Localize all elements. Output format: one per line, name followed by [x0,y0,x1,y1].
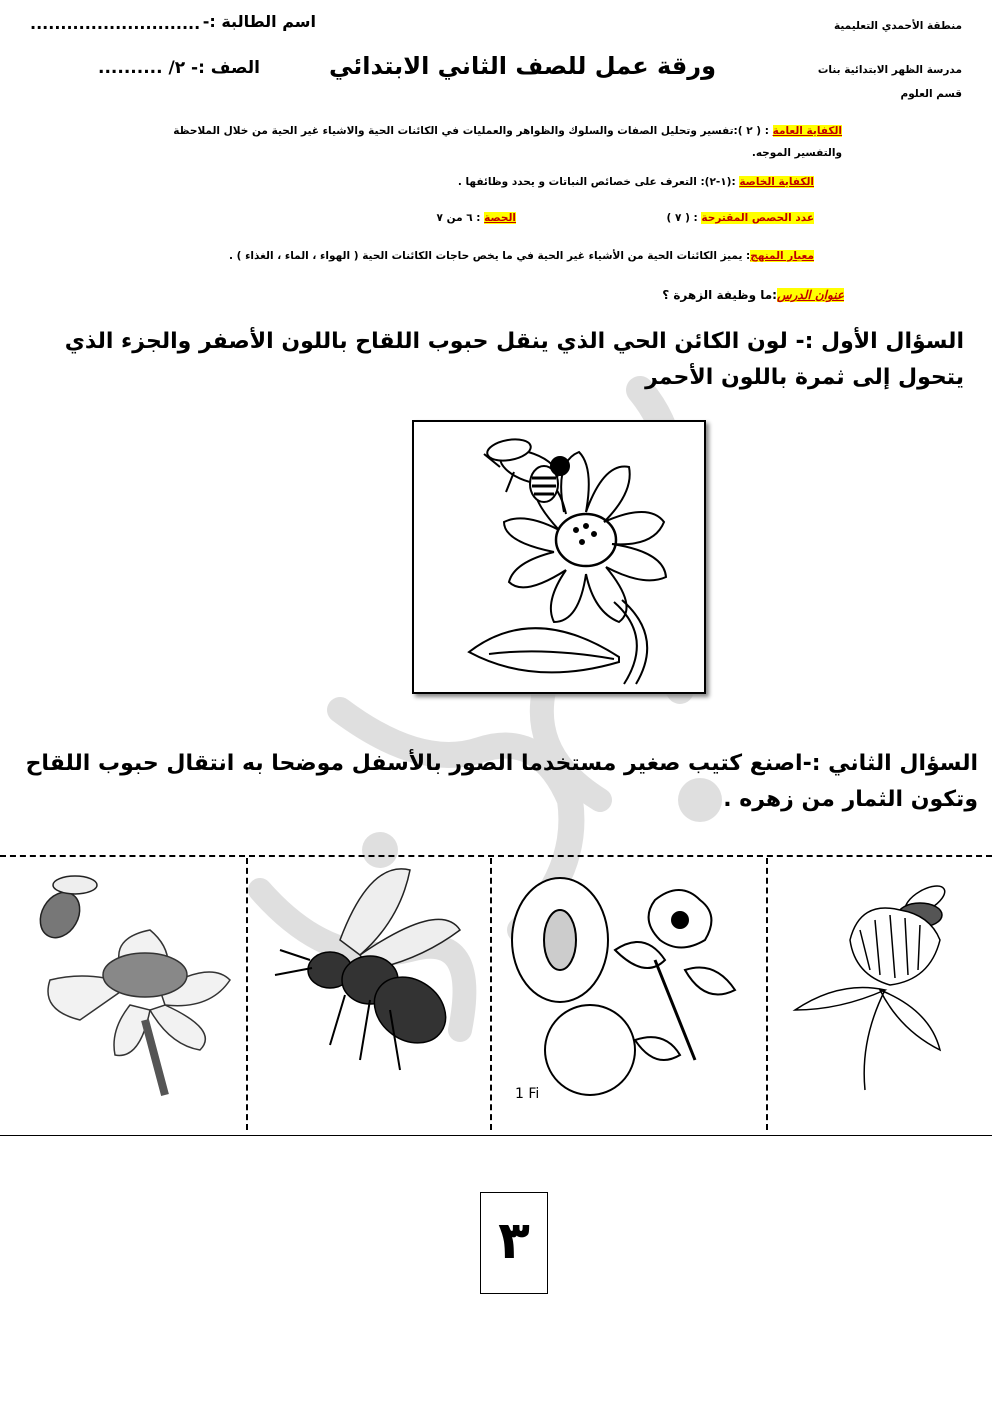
class-field[interactable] [98,58,298,78]
divider-1 [246,858,248,1130]
periods-value: : ( ٧ ) [666,212,702,224]
worksheet-title: ورقة عمل للصف الثاني الابتدائي [329,52,716,80]
lesson-title [662,288,844,302]
question-2: السؤال الثاني :-اصنع كتيب صغير مستخدما الصور بالأسفل موضحا به انتقال حبوب اللقاح وتكون الثمار من زهره . [25,751,978,812]
lesson-title-text: :ما وظيفة الزهرة ؟ [662,288,777,302]
school-name: مدرسة الظهر الابتدائية بنات [817,64,962,76]
page-number: ٣ [498,1211,530,1271]
bee-on-clover-image[interactable] [780,860,985,1100]
daisy-drawing [20,860,240,1100]
page-number-box [480,1192,548,1294]
bee-image[interactable] [260,860,480,1100]
student-name-field[interactable]: ............................ [30,14,201,33]
fruit-and-flower-image[interactable] [505,860,760,1100]
clover-drawing [780,860,985,1100]
bee-on-daisy-image[interactable] [20,860,240,1100]
fruit-drawing [505,860,760,1100]
general-competency [162,120,842,164]
lesson-label: الحصة [484,212,516,224]
specific-competency-label: الكفاية الخاصة [739,176,814,188]
specific-competency-text: :(١-٢): التعرف على خصائص النباتات و يحدد وظائفها . [457,176,740,188]
general-competency-text: : ( ٢ ):تفسير وتحليل الصفات والسلوك والظواهر والعمليات في الكائنات الحية والاشياء غير الحية من خلال الملاحظة والتفسير الموجه. [173,125,842,159]
student-name-label: اسم الطالبة :- [202,12,316,31]
bottom-line [0,1135,992,1136]
flower-drawing [414,422,704,692]
divider-3 [766,858,768,1130]
bee-drawing [260,860,480,1100]
class-label: الصف :- [191,58,261,78]
department-name: قسم العلوم [900,88,962,100]
lesson-value: : ٦ من ٧ [436,212,485,224]
class-value: ٢/ .......... [98,58,186,78]
periods [667,212,814,224]
region-name: منطقة الأحمدي التعليمية [834,20,962,32]
question-1: السؤال الأول :- لون الكائن الحي الذي ينقل حبوب اللقاح باللون الأصفر والجزء الذي يتحول إلى ثمرة باللون الأحمر [64,329,964,390]
standard-label: معيار المنهج [750,250,814,262]
divider-2 [490,858,492,1130]
lesson-title-label: عنوان الدرس [776,288,844,302]
standard-text: : يميز الكائنات الحية من الأشياء غير الحية في ما يخص حاجات الكائنات الحية ( الهواء ، الماء ، الغذاء ) . [228,250,751,262]
bee-on-flower-image[interactable] [412,420,706,694]
lesson-number [437,212,516,224]
specific-competency [458,176,814,188]
general-competency-label: الكفاية العامة [772,125,842,137]
periods-label: عدد الحصص المقترحة [701,212,814,224]
figure-fragment: 1 Fi [515,1086,540,1100]
curriculum-standard [229,250,814,262]
top-dashed-line [0,855,992,857]
